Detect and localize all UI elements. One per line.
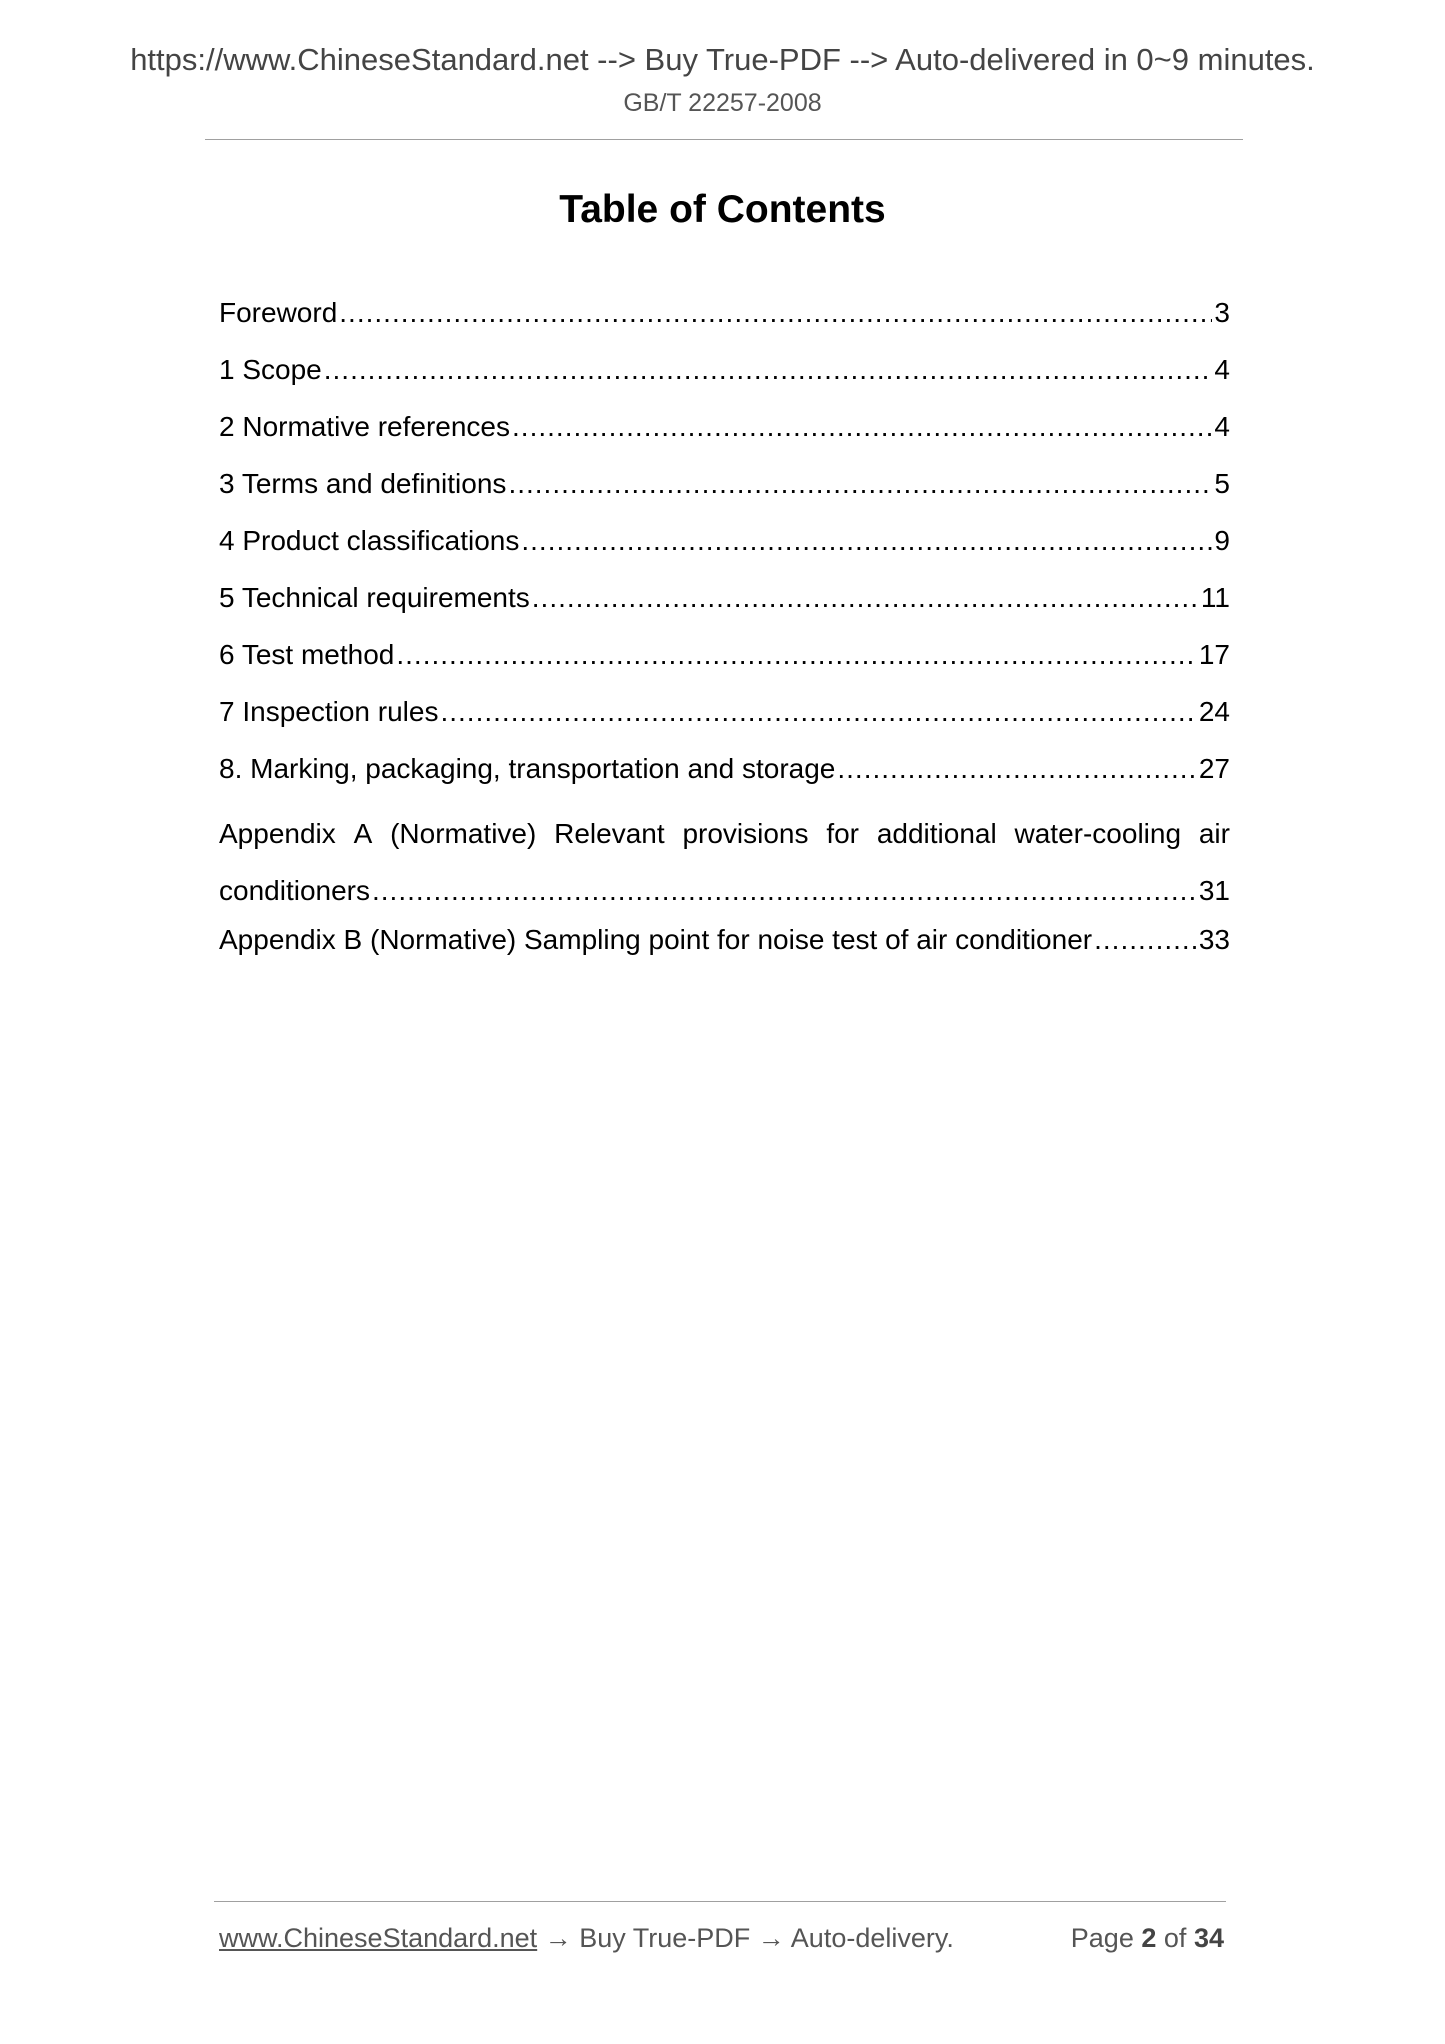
footer-divider: [214, 1901, 1226, 1902]
dot-leader: [521, 520, 1212, 562]
toc-entry-page: 27: [1198, 753, 1230, 784]
toc-entry-label: 2 Normative references: [219, 411, 511, 442]
page-title: Table of Contents: [559, 188, 886, 231]
toc-entry-page: 31: [1198, 875, 1230, 906]
toc-entry-label: conditioners: [219, 875, 370, 906]
toc-entry-terms-definitions[interactable]: [219, 463, 1230, 520]
toc-entry-normative-references[interactable]: [219, 406, 1230, 463]
toc-entry-appendix-b[interactable]: [219, 919, 1230, 976]
footer-buy-text: Buy True-PDF: [579, 1923, 751, 1953]
toc-entry-label: 4 Product classifications: [219, 525, 520, 556]
toc-word: provisions: [682, 818, 809, 849]
toc-word: (Normative): [390, 818, 537, 849]
arrow-right-icon: →: [757, 1923, 785, 1953]
dot-leader: [339, 292, 1212, 334]
toc-entry-label: 1 Scope: [219, 354, 322, 385]
page-number: [1071, 1918, 1224, 1958]
table-of-contents: [219, 292, 1230, 976]
toc-entry-page: 11: [1200, 582, 1230, 613]
toc-entry-page: 17: [1198, 639, 1230, 670]
toc-entry-label: 3 Terms and definitions: [219, 468, 507, 499]
toc-entry-label: 6 Test method: [219, 639, 395, 670]
footer-promo: [219, 1918, 954, 1958]
dot-leader: [532, 577, 1199, 619]
toc-word: additional: [876, 818, 997, 849]
toc-entry-foreword[interactable]: [219, 292, 1230, 349]
toc-entry-appendix-a[interactable]: [219, 805, 1230, 919]
toc-entry-test-method[interactable]: [219, 634, 1230, 691]
toc-entry-page: 4: [1214, 411, 1230, 442]
dot-leader: [396, 634, 1196, 676]
toc-entry-label-line1: [219, 805, 1230, 862]
document-id: GB/T 22257-2008: [623, 89, 822, 117]
toc-entry-marking-packaging[interactable]: [219, 748, 1230, 805]
toc-entry-inspection-rules[interactable]: [219, 691, 1230, 748]
toc-word: air: [1198, 818, 1230, 849]
dot-leader: [837, 748, 1196, 790]
toc-entry-label: 8. Marking, packaging, transportation and storage: [219, 753, 836, 784]
toc-entry-scope[interactable]: [219, 349, 1230, 406]
dot-leader: [508, 463, 1212, 505]
header-divider: [205, 139, 1243, 140]
toc-entry-page: 5: [1214, 468, 1230, 499]
toc-entry-label: Foreword: [219, 297, 338, 328]
page-word: Page: [1070, 1923, 1134, 1953]
toc-word: Relevant: [554, 818, 665, 849]
total-pages: 34: [1193, 1923, 1224, 1953]
toc-entry-page: 4: [1214, 354, 1230, 385]
toc-entry-page: 3: [1214, 297, 1230, 328]
current-page: 2: [1141, 1923, 1157, 1953]
toc-entry-label: Appendix B (Normative) Sampling point for noise test of air conditioner: [219, 924, 1093, 955]
toc-entry-page: 9: [1214, 525, 1230, 556]
toc-entry-page: 24: [1198, 696, 1230, 727]
toc-entry-technical-requirements[interactable]: [219, 577, 1230, 634]
page-footer: [219, 1918, 1224, 1958]
toc-word: Appendix: [219, 818, 336, 849]
toc-word: A: [353, 818, 373, 849]
toc-word: water-cooling: [1014, 818, 1182, 849]
of-word: of: [1163, 1923, 1187, 1953]
dot-leader: [512, 406, 1212, 448]
dot-leader: [372, 862, 1197, 919]
toc-entry-label-line2: [219, 862, 1230, 919]
toc-entry-label: 7 Inspection rules: [219, 696, 439, 727]
dot-leader: [324, 349, 1213, 391]
website-link[interactable]: www.ChineseStandard.net: [219, 1923, 538, 1953]
toc-entry-page: 33: [1198, 924, 1230, 955]
toc-entry-label: 5 Technical requirements: [219, 582, 530, 613]
header-banner: https://www.ChineseStandard.net --> Buy True-PDF --> Auto-delivered in 0~9 minutes.: [130, 42, 1315, 77]
arrow-right-icon: →: [544, 1923, 572, 1953]
toc-word: for: [826, 818, 860, 849]
toc-entry-product-classifications[interactable]: [219, 520, 1230, 577]
footer-auto-text: Auto-delivery.: [790, 1923, 954, 1953]
dot-leader: [1094, 919, 1197, 961]
dot-leader: [440, 691, 1196, 733]
